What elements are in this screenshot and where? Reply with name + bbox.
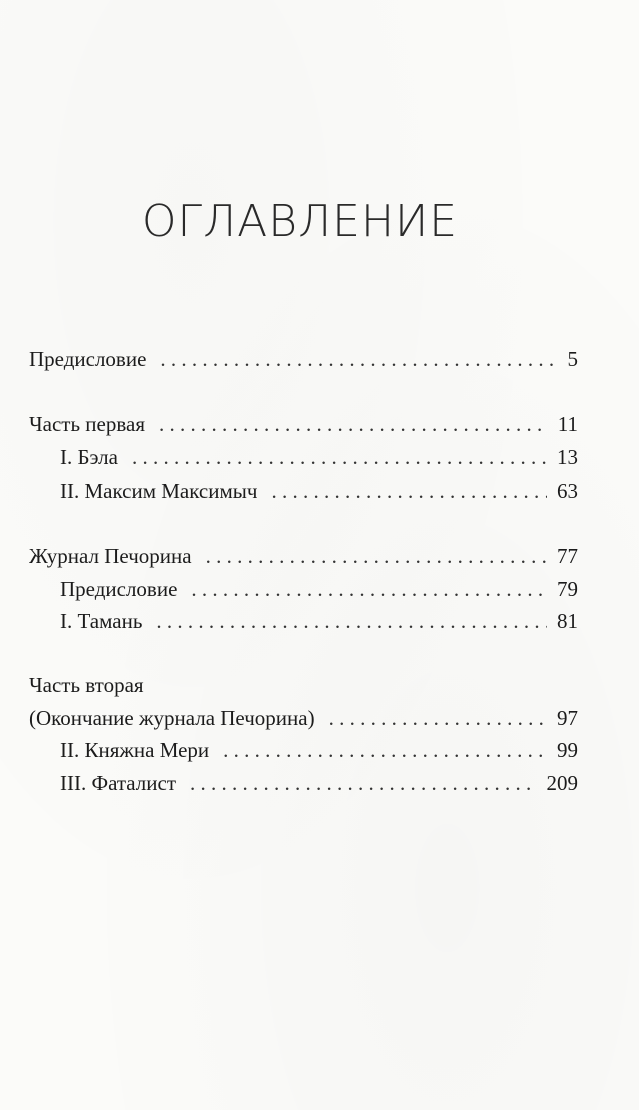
toc-entry-label: III. Фаталист [60, 771, 177, 795]
toc-entry-page: 5 [567, 347, 578, 371]
dot-leader [190, 770, 536, 796]
toc-entry-page: 209 [546, 771, 578, 795]
toc-entry-label: Часть первая [29, 412, 145, 436]
toc-entry-label: (Окончание журнала Печорина) [29, 706, 315, 730]
toc-entry-bela [60, 444, 578, 470]
toc-entry-fatalist [60, 770, 578, 796]
toc-entry-label: II. Княжна Мери [60, 738, 210, 762]
toc-entry-page: 79 [557, 577, 578, 601]
dot-leader [191, 576, 547, 602]
toc-entry-princess-mary [60, 737, 578, 763]
dot-leader [206, 543, 547, 569]
toc-entry-page: 97 [557, 706, 578, 730]
dot-leader [160, 346, 557, 372]
dot-leader [156, 608, 547, 634]
page-title: ОГЛАВЛЕНИЕ [141, 196, 459, 247]
dot-leader [159, 411, 548, 437]
toc-entry-page: 77 [557, 544, 578, 568]
toc-entry-page: 13 [557, 445, 578, 469]
toc-entry-page: 63 [557, 479, 578, 503]
toc-entry-page: 81 [557, 609, 578, 633]
dot-leader [223, 737, 547, 763]
dot-leader [132, 444, 547, 470]
toc-entry-journal [29, 543, 578, 569]
toc-entry-taman [60, 608, 578, 634]
toc-entry-journal-preface [60, 576, 578, 602]
toc-entry-label: I. Тамань [60, 609, 143, 633]
toc-entry-label: Журнал Печорина [29, 544, 192, 568]
dot-leader [271, 478, 547, 504]
dot-leader [329, 705, 547, 731]
toc-entry-page: 11 [557, 412, 578, 436]
toc-entry-label: I. Бэла [60, 445, 118, 469]
toc-entry-label: Предисловие [60, 577, 178, 601]
toc-entry-label: Предисловие [29, 347, 147, 371]
toc-entry-label: II. Максим Максимыч [60, 479, 258, 503]
toc-entry-part-one [29, 411, 578, 437]
toc-entry-part-two: Часть вторая [29, 673, 144, 697]
toc-entry-page: 99 [557, 738, 578, 762]
toc-entry-maksim-maksimych [60, 478, 578, 504]
toc-entry-journal-end [29, 705, 578, 731]
toc-entry-preface [29, 346, 578, 372]
